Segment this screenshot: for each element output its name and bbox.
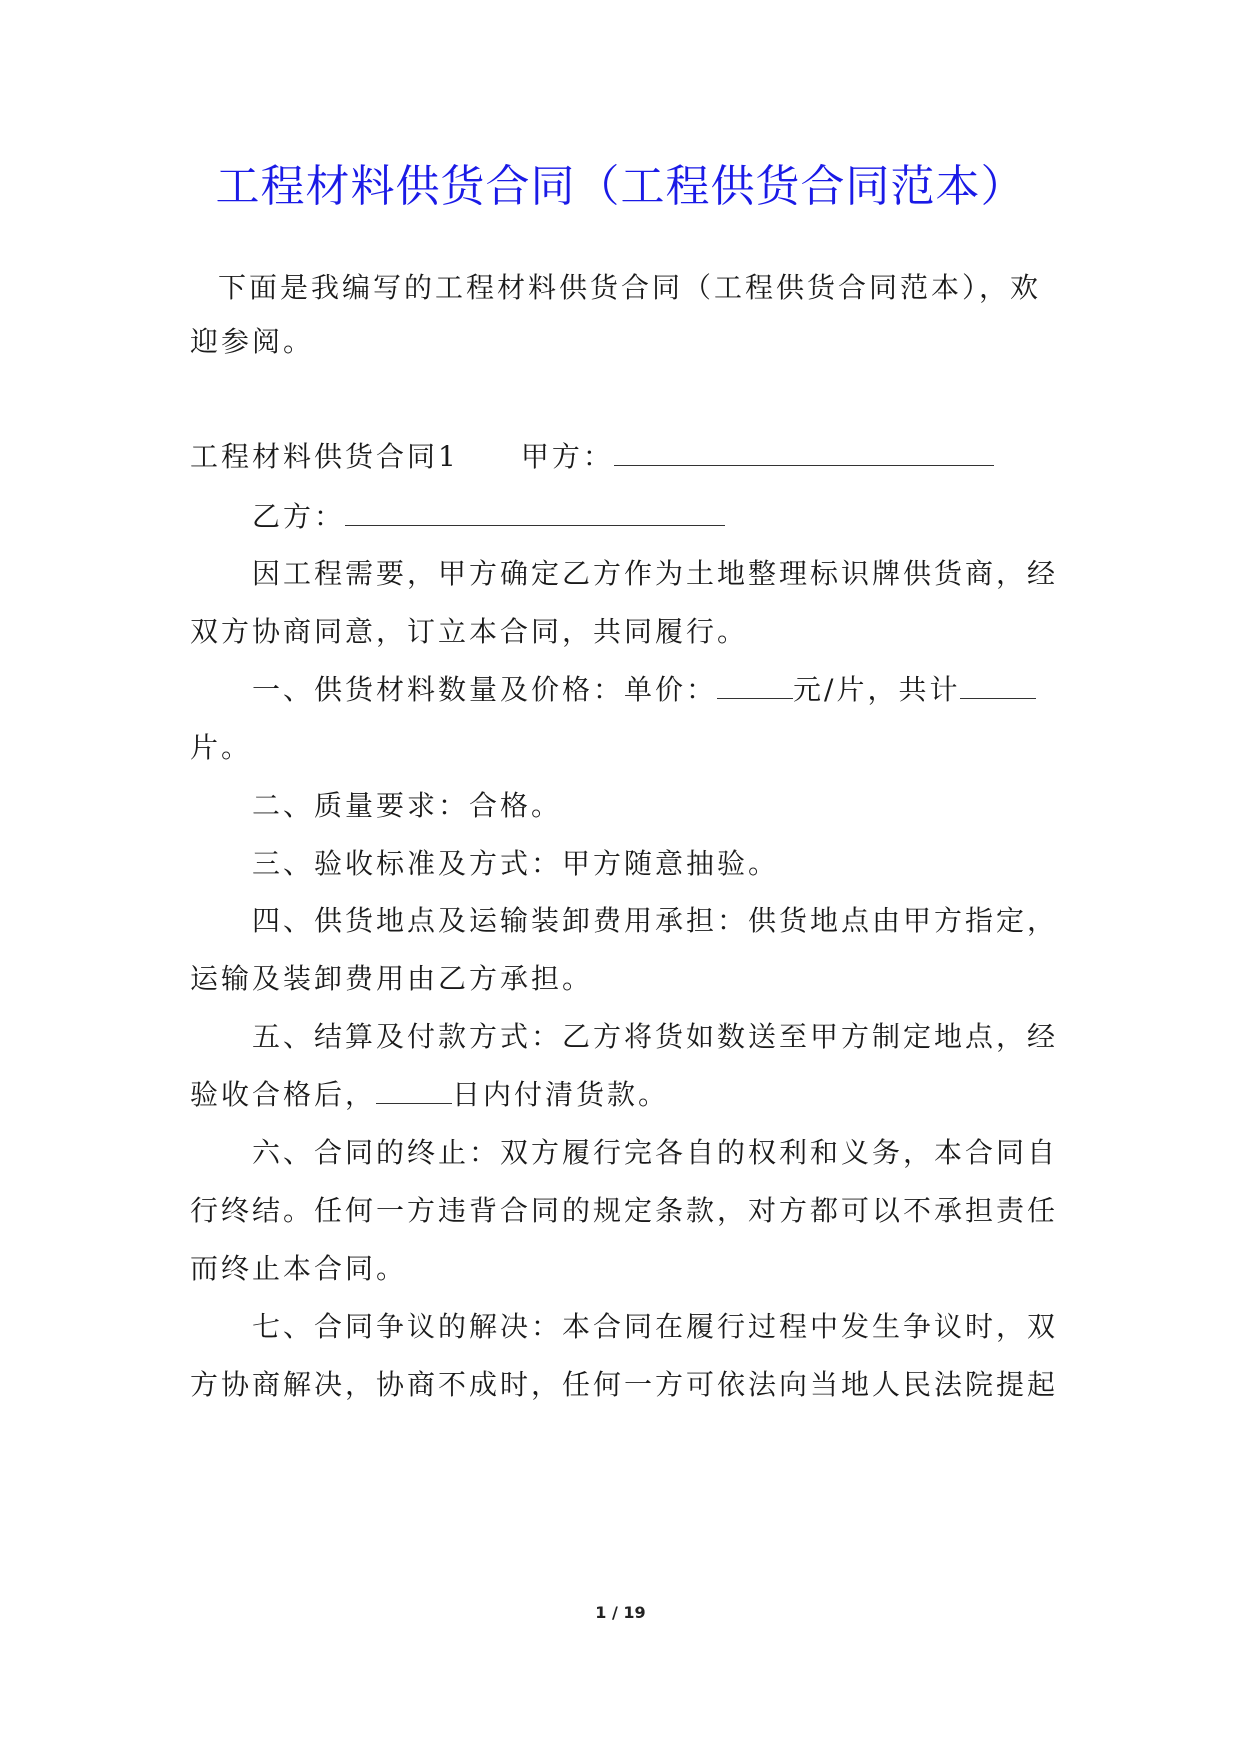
para-7-line-3: 而终止本合同。 [190,1252,408,1285]
payment-days-blank [376,1077,452,1104]
contract-heading-row [190,437,994,477]
para-7-line-2: 行终结。任何一方违背合同的规定条款，对方都可以不承担责任 [190,1194,1059,1227]
para-5-line-1: 四、供货地点及运输装卸费用承担：供货地点由甲方指定， [252,904,1059,937]
para-8-line-2: 方协商解决，协商不成时，任何一方可依法向当地人民法院提起 [190,1368,1059,1401]
contract-heading: 工程材料供货合同1 [190,440,459,473]
para-3: 二、质量要求：合格。 [252,789,563,822]
price-label: 一、供货材料数量及价格：单价： [252,673,718,706]
para-2-line-1 [252,670,1036,710]
page-indicator: 1 / 19 [595,1603,646,1622]
para-4: 三、验收标准及方式：甲方随意抽验。 [252,847,780,880]
para-1-line-1: 因工程需要，甲方确定乙方作为土地整理标识牌供货商，经 [252,557,1059,590]
para-1-line-2: 双方协商同意，订立本合同，共同履行。 [190,615,749,648]
unit-price-blank [717,672,793,699]
party-b-label: 乙方： [252,500,346,533]
party-b-blank [345,499,725,526]
party-a-blank [614,439,994,466]
payment-suffix: 日内付清货款。 [452,1078,670,1111]
payment-prefix: 验收合格后， [190,1078,377,1111]
price-unit: 元/片，共计 [793,673,961,706]
para-6-line-1: 五、结算及付款方式：乙方将货如数送至甲方制定地点，经 [252,1020,1059,1053]
para-6-line-2 [190,1075,669,1115]
document-title: 工程材料供货合同（工程供货合同范本） [215,161,1026,212]
party-a-label: 甲方： [520,440,614,473]
para-5-line-2: 运输及装卸费用由乙方承担。 [190,962,594,995]
para-7-line-1: 六、合同的终止：双方履行完各自的权利和义务，本合同自 [252,1136,1059,1169]
intro-line-1: 下面是我编写的工程材料供货合同（工程供货合同范本），欢 [218,271,1042,304]
party-b-row [252,497,725,537]
quantity-blank [960,672,1036,699]
intro-line-2: 迎参阅。 [190,325,315,358]
para-8-line-1: 七、合同争议的解决：本合同在履行过程中发生争议时，双 [252,1310,1059,1343]
para-2-line-2: 片。 [190,731,253,764]
